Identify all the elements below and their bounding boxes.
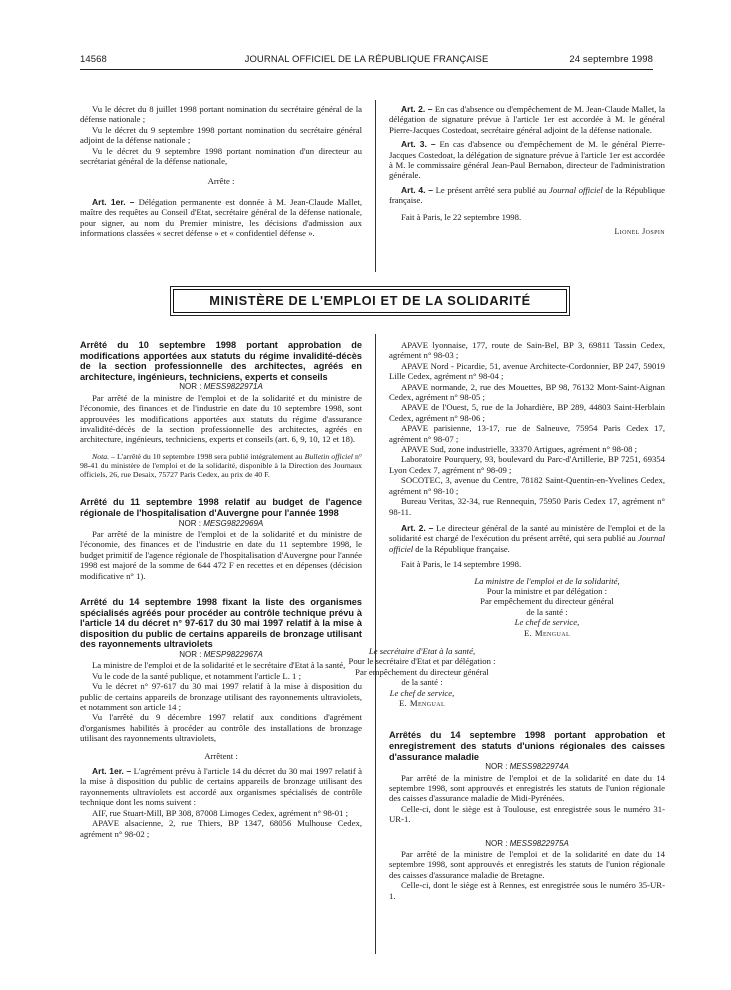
list-item: APAVE lyonnaise, 177, route de Sain-Bel, BP 3, 69811 Tassin Cedex, agrément n° 98-03 ; (389, 340, 665, 361)
arrete-body: Par arrêté de la ministre de l'emploi et de la solidarité et du ministre de l'économie, des finances et de l'industrie en date du 11 septembre 1998, le budget primitif de l'agence régionale de l'hospitalisation d'Auvergne pour l'année 1998 est majoré de la somme de 644 472 F en recettes et en dépenses (décision modificative n° 1). (80, 529, 362, 581)
nota (80, 452, 362, 480)
nor-reference (389, 839, 665, 849)
fait-a-paris: Fait à Paris, le 14 septembre 1998. (401, 559, 522, 570)
vu-paragraph: Vu l'arrêté du 9 décembre 1997 relatif aux conditions d'agrément d'organismes habilités à procéder au contrôle des installations de bronzage utilisant des rayonnements ultraviolets, (80, 712, 362, 744)
article-2 (389, 104, 665, 135)
signature-block-secretaire (329, 646, 665, 708)
nor-reference (80, 519, 362, 529)
vu-paragraph: Vu le décret du 8 juillet 1998 portant nomination du secrétaire général de la défense nationale ; (80, 104, 362, 125)
article-label: Art. 2. – (401, 522, 434, 533)
signatory-role: La ministre de l'emploi et de la solidarité, (474, 575, 620, 586)
signatory-name: E. Mengual (398, 698, 446, 708)
article-label: Art. 4. – (401, 184, 433, 195)
signature-block-ministre (389, 576, 665, 638)
nor-reference (80, 650, 362, 660)
issue-date: 24 septembre 1998 (569, 54, 653, 65)
journal-reference: Journal officiel (549, 184, 603, 195)
article-4 (389, 185, 665, 206)
arrete-body: Par arrêté de la ministre de l'emploi et de la solidarité et du ministre de l'économie, des finances et de l'industrie en date du 10 septembre 1998, sont approuvées les modifications apportées aux statuts du régime d'assurance invalidité-décès de la section professionnelle des architectes, agréés en architecture, ingénieurs, techniciens, experts et conseils (art. 6, 9, 10, 12 et 18). (80, 392, 362, 445)
nota-label: Nota. – (92, 451, 116, 461)
signature-line: de la santé : (526, 606, 568, 617)
list-item: APAVE alsacienne, 2, rue Thiers, BP 1347, 68056 Mulhouse Cedex, agrément n° 98-02 ; (80, 818, 362, 839)
article-text: Le présent arrêté sera publié au (435, 184, 549, 195)
list-item: APAVE parisienne, 13-17, rue de Salneuve, 75954 Paris Cedex 17, agrément n° 98-07 ; (389, 423, 665, 444)
nor-label: NOR : (179, 382, 204, 392)
article-3 (389, 139, 665, 181)
bulletin-reference: Bulletin officiel (304, 451, 353, 461)
nor-code: MESP9822967A (203, 650, 263, 660)
nor-label: NOR : (485, 762, 510, 772)
nor-code: MESG9822969A (203, 518, 264, 528)
nor-label: NOR : (485, 838, 510, 848)
journal-reference: Journal officiel (389, 533, 665, 554)
arrete-title: Arrêtés du 14 septembre 1998 portant approbation et enregistrement des statuts d'unions régionales des caisses d'assurance maladie (389, 730, 665, 762)
ministry-banner: MINISTÈRE DE L'EMPLOI ET DE LA SOLIDARITÉ (173, 289, 567, 313)
nor-reference (80, 382, 362, 392)
page-header (80, 54, 653, 68)
nota-text: L'arrêté du 10 septembre 1998 sera publié intégralement au (115, 451, 305, 461)
article-text: Le directeur général de la santé au ministère de l'emploi et de la solidarité est chargé de l'exécution du présent arrêté, qui sera publié au (389, 522, 665, 544)
nota-text: n° 98-41 du ministère de l'emploi et de la solidarité, disponible à la Direction des Journaux officiels, 26, rue Desaix, 75727 Paris Cedex, au prix de 40 F. (80, 451, 362, 480)
article-text: En cas d'absence ou d'empêchement de M. Jean-Claude Mallet, la délégation de signature prévue à l'article 1er est accordée à M. le général Pierre-Jacques Costedoat, secrétaire général adjoint de la défense nationale. (389, 104, 666, 135)
vu-paragraph: Vu le décret du 9 septembre 1998 portant nomination du secrétaire général adjoint de la défense nationale ; (80, 124, 362, 146)
column-separator (375, 334, 376, 954)
article-label: Art. 3. – (401, 139, 436, 150)
list-item: SOCOTEC, 3, avenue du Centre, 78182 Saint-Quentin-en-Yvelines Cedex, agrément n° 98-10 ; (389, 475, 665, 496)
arrete-body: Celle-ci, dont le siège est à Toulouse, est enregistrée sous le numéro 31-UR-1. (389, 803, 665, 825)
article-text: Délégation permanente est donnée à M. Jean-Claude Mallet, maître des requêtes au Conseil d'Etat, secrétaire général de la défense nationale, pour signer, au nom du Premier ministre, les décisions d'admission aux informations classées « secret défense » et « confidentiel défense ». (80, 196, 363, 239)
signature-line: Par empêchement du directeur général (480, 596, 614, 607)
arrete-body: Par arrêté de la ministre de l'emploi et de la solidarité en date du 14 septembre 1998, sont approuvés et enregistrés les statuts de l'union régionale des caisses d'assurance maladie de Bretagne. (389, 849, 665, 880)
article-text: de la République française. (413, 543, 510, 554)
arrete-body: Celle-ci, dont le siège est à Rennes, est enregistrée sous le numéro 35-UR-1. (389, 880, 665, 901)
article-label: Art. 1er. – (92, 766, 132, 777)
vu-paragraph: Vu le décret n° 97-617 du 30 mai 1997 relatif à la mise à disposition du public de certains appareils de bronzage utilisant des rayonnements ultraviolets, et notamment son article 14 ; (80, 681, 362, 713)
arrete-title: Arrêté du 11 septembre 1998 relatif au budget de l'agence régionale de l'hospitalisation d'Auvergne pour l'année 1998 (80, 497, 362, 519)
signature-line: Par empêchement du directeur général (355, 666, 489, 677)
article-2 (389, 523, 665, 554)
article-text: En cas d'absence ou d'empêchement de M. le général Pierre-Jacques Costedoat, la délégation de signature prévue à l'article 1er est accordée à M. le commissaire général Jean-Paul Bernabon, directeur de l'administration générale. (389, 139, 666, 181)
list-item: AIF, rue Stuart-Mill, BP 308, 87008 Limoges Cedex, agrément n° 98-01 ; (92, 807, 349, 818)
nor-label: NOR : (179, 650, 204, 660)
signature-line: Pour le secrétaire d'Etat et par délégation : (348, 656, 496, 667)
signatory-role: Le secrétaire d'Etat à la santé, (368, 645, 476, 656)
article-text: de la République française. (389, 184, 665, 206)
ministry-banner-frame (170, 286, 570, 316)
journal-title: JOURNAL OFFICIEL DE LA RÉPUBLIQUE FRANÇAISE (244, 54, 489, 65)
signature: Lionel Jospin (614, 227, 665, 237)
vu-paragraph: Vu le décret du 9 septembre 1998 portant nomination d'un directeur au secrétariat général de la défense nationale, (80, 145, 362, 167)
right-column (348, 340, 665, 901)
nor-label: NOR : (178, 518, 204, 528)
list-item: Bureau Veritas, 32-34, rue Rennequin, 75950 Paris Cedex 17, agrément n° 98-11. (389, 496, 665, 517)
top-right-column (389, 104, 665, 237)
column-separator (375, 100, 376, 272)
nor-code: MESS9822974A (509, 762, 569, 772)
nor-code: MESS9822975A (509, 838, 569, 848)
article-label: Art. 1er. – (92, 196, 135, 207)
intro-paragraph: La ministre de l'emploi et de la solidarité et le secrétaire d'Etat à la santé, (92, 660, 346, 671)
page-number: 14568 (80, 54, 107, 65)
header-rule (80, 69, 653, 70)
signature-line: Pour la ministre et par délégation : (486, 585, 608, 596)
list-item: APAVE Sud, zone industrielle, 33370 Artigues, agrément n° 98-08 ; (401, 444, 638, 455)
list-item: Laboratoire Pourquery, 93, boulevard du Parc-d'Artillerie, BP 7251, 69354 Lyon Cedex 7, agrément n° 98-09 ; (389, 454, 665, 475)
list-item: APAVE Nord - Picardie, 51, avenue Architecte-Cordonnier, BP 247, 59019 Lille Cedex, agrément n° 98-04 ; (389, 360, 665, 382)
arrete-heading: Arrête : (207, 176, 235, 187)
article-text: L'agrément prévu à l'article 14 du décret du 30 mai 1997 relatif à la mise à disposition du public de certains appareils de bronzage utilisant des rayonnements ultraviolets est accordé aux organismes spécialisés de contrôle technique dont les noms suivent : (80, 766, 363, 808)
vu-paragraph: Vu le code de la santé publique, et notamment l'article L. 1 ; (92, 670, 301, 681)
nor-code: MESS9822971A (203, 382, 263, 392)
list-item: APAVE de l'Ouest, 5, rue de la Johardière, BP 289, 44803 Saint-Herblain Cedex, agrément n° 98-06 ; (389, 402, 665, 423)
article-1 (80, 766, 362, 808)
arrete-body: Par arrêté de la ministre de l'emploi et de la solidarité en date du 14 septembre 1998, sont approuvés et enregistrés les statuts de l'union régionale des caisses d'assurance maladie de Midi-Pyrénées. (389, 772, 665, 804)
article-1 (80, 197, 362, 239)
signature-line: Le chef de service, (389, 687, 455, 698)
article-label: Art. 2. – (401, 104, 433, 114)
signature-line: de la santé : (401, 677, 443, 688)
signature-line: Le chef de service, (514, 617, 580, 628)
arretent-heading: Arrêtent : (204, 750, 238, 761)
arrete-title: Arrêté du 14 septembre 1998 fixant la liste des organismes spécialisés agréés pour procéder au contrôle technique prévu à l'article 14 du décret n° 97-617 du 30 mai 1997 relatif à la mise à disposition du public de certains appareils de bronzage utilisant des rayonnements ultraviolets (80, 597, 362, 650)
arrete-title: Arrêté du 10 septembre 1998 portant approbation de modifications apportées aux statuts du régime invalidité-décès de la section professionnelle des architectes, agréés en architecture, ingénieurs, techniciens, experts et conseils (80, 340, 362, 382)
left-column (80, 340, 362, 839)
top-left-column (80, 104, 362, 238)
signatory-name: E. Mengual (523, 627, 571, 638)
nor-reference (389, 762, 665, 772)
fait-a-paris: Fait à Paris, le 22 septembre 1998. (401, 211, 522, 222)
list-item: APAVE normande, 2, rue des Mouettes, BP 98, 76132 Mont-Saint-Aignan Cedex, agrément n° 98-05 ; (389, 381, 665, 403)
